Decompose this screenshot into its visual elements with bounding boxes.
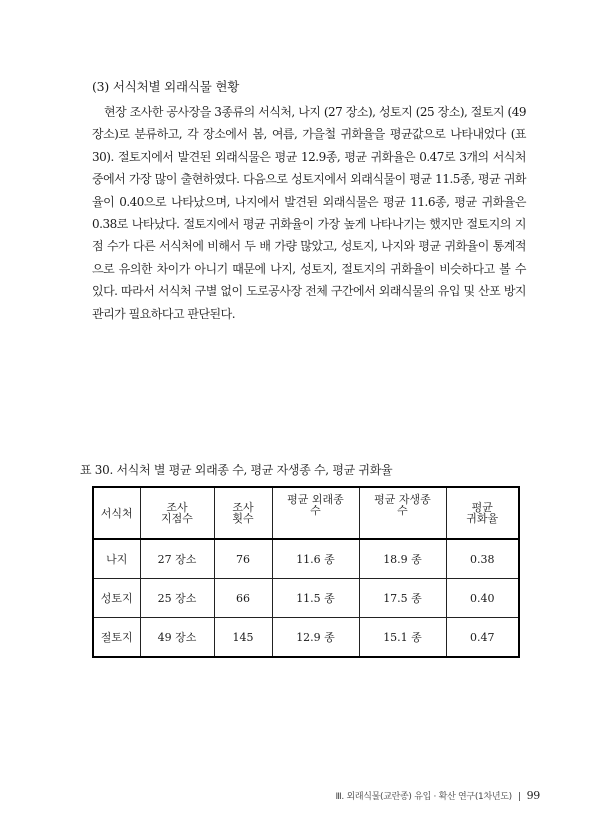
header-avg-alien: 평균 외래종 수	[272, 487, 359, 539]
cell-sites: 49 장소	[140, 618, 214, 658]
cell-sites: 25 장소	[140, 579, 214, 618]
footer-title: Ⅲ. 외래식물(교란종) 유입 · 확산 연구(1차년도)	[335, 792, 512, 802]
cell-alien: 11.6 종	[272, 539, 359, 579]
table-row	[93, 579, 519, 618]
header-avg-naturalization: 평균 귀화율	[446, 487, 519, 539]
cell-ratio: 0.38	[446, 539, 519, 579]
cell-alien: 12.9 종	[272, 618, 359, 658]
cell-alien: 11.5 종	[272, 579, 359, 618]
cell-native: 17.5 종	[359, 579, 446, 618]
cell-native: 18.9 종	[359, 539, 446, 579]
cell-count: 145	[214, 618, 272, 658]
header-survey-count: 조사 횟수	[214, 487, 272, 539]
header-habitat: 서식처	[93, 487, 140, 539]
table-header-row	[93, 487, 519, 539]
body-paragraph	[92, 101, 526, 325]
paragraph-text: 현장 조사한 공사장을 3종류의 서식처, 나지 (27 장소), 성토지 (25 장소), 절토지 (49 장소)로 분류하고, 각 장소에서 봄, 여름, 가을철 귀화율을 평균값으로 나타내었다 (표 30). 절토지에서 발견된 외래식물은 평균 12.9종, 평균 귀화율은 0.47로 3개의 서식처 중에서 가장 많이 출현하였다. 다음으로 성토지에서 외래식물이 평균 11.5종, 평균 귀화율이 0.40으로 나타났으며, 나지에서 발견된 외래식물은 평균 11.6종, 평균 귀화율은 0.38로 나타났다. 절토지에서 평균 귀화율이 가장 높게 나타나기는 했지만 절토지의 지점 수가 다른 서식처에 비해서 두 배 가량 많았고, 성토지, 나지와 평균 귀화율이 통계적으로 유의한 차이가 아니기 때문에 나지, 성토지, 절토지의 귀화율이 비슷하다고 볼 수 있다. 따라서 서식처 구별 없이 도로공사장 전체 구간에서 외래식물의 유입 및 산포 방지 관리가 필요하다고 판단된다.	[92, 105, 526, 321]
section-heading: (3) 서식처별 외래식물 현황	[92, 79, 240, 94]
habitat-table	[92, 486, 520, 658]
header-survey-sites: 조사 지점수	[140, 487, 214, 539]
table-caption: 표 30. 서식처 별 평균 외래종 수, 평균 자생종 수, 평균 귀화율	[80, 463, 393, 477]
cell-count: 76	[214, 539, 272, 579]
header-avg-native: 평균 자생종 수	[359, 487, 446, 539]
cell-habitat: 절토지	[93, 618, 140, 658]
table-row	[93, 618, 519, 658]
cell-ratio: 0.40	[446, 579, 519, 618]
page-number: 99	[526, 789, 540, 802]
cell-habitat: 나지	[93, 539, 140, 579]
table-row	[93, 539, 519, 579]
cell-habitat: 성토지	[93, 579, 140, 618]
cell-count: 66	[214, 579, 272, 618]
cell-ratio: 0.47	[446, 618, 519, 658]
cell-sites: 27 장소	[140, 539, 214, 579]
cell-native: 15.1 종	[359, 618, 446, 658]
page-footer	[300, 789, 540, 802]
footer-separator: |	[517, 792, 521, 802]
